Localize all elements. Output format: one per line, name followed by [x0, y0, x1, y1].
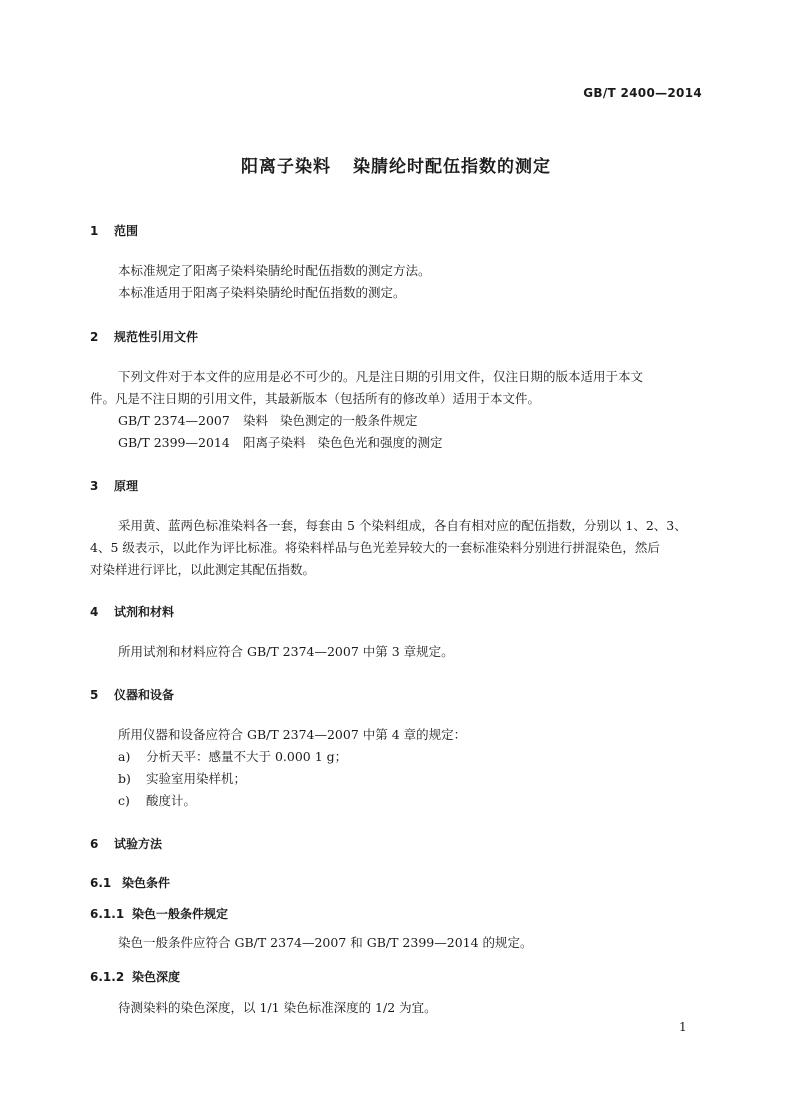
section-title: 试验方法 — [114, 837, 163, 851]
reference-name: 染料 — [243, 413, 269, 428]
section-5-heading — [90, 686, 174, 703]
section-number: 5 — [90, 688, 99, 702]
list-item — [118, 769, 246, 789]
section-number: 4 — [90, 605, 99, 619]
title-part-2: 染腈纶时配伍指数的测定 — [353, 157, 551, 177]
section-2-paragraph-line-2: 件。凡是不注日期的引用文件，其最新版本（包括所有的修改单）适用于本文件。 — [90, 391, 541, 406]
section-title: 范围 — [114, 224, 139, 238]
section-3-line-1: 采用黄、蓝两色标准染料各一套，每套由 5 个染料组成，各自有相对应的配伍指数，分别以 1、2、3、 — [118, 518, 687, 533]
section-1-paragraph-1: 本标准规定了阳离子染料染腈纶时配伍指数的测定方法。 — [118, 263, 431, 278]
section-number: 6.1.1 — [90, 907, 125, 921]
section-number: 2 — [90, 330, 99, 344]
section-6-1-1-heading — [90, 905, 228, 922]
section-5-paragraph: 所用仪器和设备应符合 GB/T 2374—2007 中第 4 章的规定： — [118, 727, 467, 742]
list-marker: a) — [118, 749, 131, 764]
standard-code: GB/T 2400—2014 — [583, 86, 702, 100]
normative-reference-2 — [118, 433, 443, 453]
section-number: 6 — [90, 837, 99, 851]
list-item — [118, 791, 196, 811]
list-item — [118, 747, 347, 767]
list-marker: c) — [118, 793, 130, 808]
section-title: 原理 — [114, 479, 139, 493]
section-title: 染色条件 — [122, 876, 171, 890]
reference-desc: 染色色光和强度的测定 — [317, 435, 443, 450]
reference-code: GB/T 2374—2007 — [118, 413, 230, 428]
reference-code: GB/T 2399—2014 — [118, 435, 230, 450]
section-6-1-2-heading — [90, 968, 180, 985]
section-2-heading — [90, 328, 198, 345]
section-6-1-2-paragraph: 待测染料的染色深度，以 1/1 染色标准深度的 1/2 为宜。 — [118, 1000, 437, 1015]
section-3-line-2: 4、5 级表示，以此作为评比标准。将染料样品与色光差异较大的一套标准染料分别进行拼混染色，然后 — [90, 540, 660, 555]
section-1-paragraph-2: 本标准适用于阳离子染料染腈纶时配伍指数的测定。 — [118, 285, 406, 300]
section-1-heading — [90, 222, 138, 239]
reference-desc: 染色测定的一般条件规定 — [280, 413, 418, 428]
section-title: 染色深度 — [132, 970, 181, 984]
reference-name: 阳离子染料 — [243, 435, 306, 450]
page-number: 1 — [679, 1020, 687, 1034]
section-6-heading — [90, 835, 162, 852]
section-number: 6.1 — [90, 876, 112, 890]
section-number: 6.1.2 — [90, 970, 125, 984]
section-title: 试剂和材料 — [114, 605, 175, 619]
list-marker: b) — [118, 771, 131, 786]
section-6-1-1-paragraph: 染色一般条件应符合 GB/T 2374—2007 和 GB/T 2399—2014 的规定。 — [118, 935, 533, 950]
section-number: 3 — [90, 479, 99, 493]
section-6-1-heading — [90, 874, 170, 891]
title-part-1: 阳离子染料 — [241, 157, 331, 177]
list-text: 实验室用染样机； — [146, 771, 247, 786]
section-title: 仪器和设备 — [114, 688, 175, 702]
list-text: 酸度计。 — [146, 793, 197, 808]
section-2-paragraph-line-1: 下列文件对于本文件的应用是必不可少的。凡是注日期的引用文件，仅注日期的版本适用于本文 — [118, 369, 644, 384]
document-title — [0, 152, 792, 177]
section-4-heading — [90, 603, 174, 620]
section-4-paragraph: 所用试剂和材料应符合 GB/T 2374—2007 中第 3 章规定。 — [118, 644, 454, 659]
section-title: 染色一般条件规定 — [132, 907, 229, 921]
section-3-line-3: 对染样进行评比，以此测定其配伍指数。 — [90, 562, 316, 577]
list-text: 分析天平：感量不大于 0.000 1 g； — [146, 749, 348, 764]
normative-reference-1 — [118, 411, 418, 431]
section-number: 1 — [90, 224, 99, 238]
section-3-heading — [90, 477, 138, 494]
section-title: 规范性引用文件 — [114, 330, 199, 344]
